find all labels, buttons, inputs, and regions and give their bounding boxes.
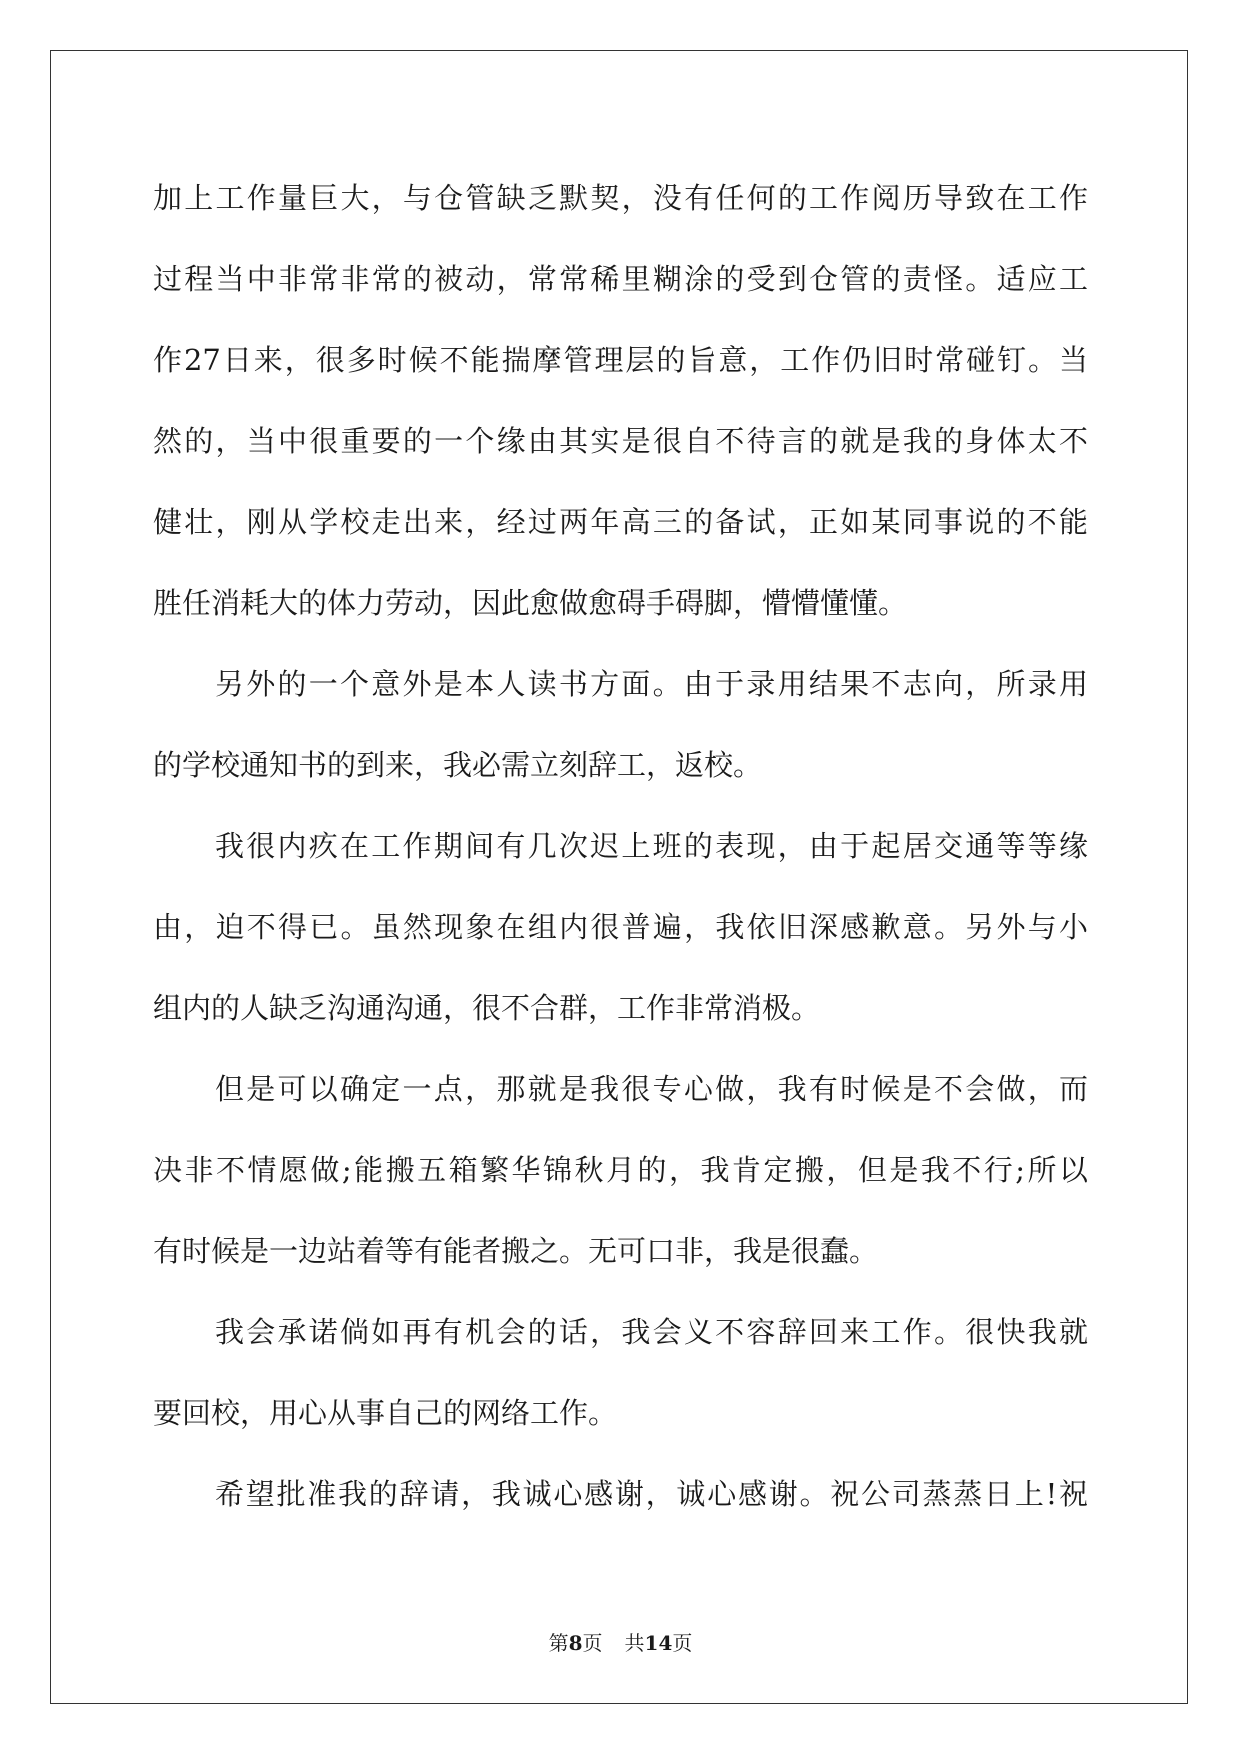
page-footer (0, 1627, 1241, 1656)
text-line: 决非不情愿做;能搬五箱繁华锦秋月的，我肯定搬，但是我不行;所以 (153, 1153, 1088, 1187)
text-line: 健壮，刚从学校走出来，经过两年高三的备试，正如某同事说的不能 (153, 505, 1088, 539)
text-line: 加上工作量巨大，与仓管缺乏默契，没有任何的工作阅历导致在工作 (153, 181, 1088, 215)
text-line: 但是可以确定一点，那就是我很专心做，我有时候是不会做，而 (215, 1072, 1088, 1106)
page-number: 8 (568, 1631, 583, 1655)
text-line: 作27日来，很多时候不能揣摩管理层的旨意，工作仍旧时常碰钉。当 (153, 343, 1088, 377)
text-line: 过程当中非常非常的被动，常常稀里糊涂的受到仓管的责怪。适应工 (153, 262, 1088, 296)
text-line: 我会承诺倘如再有机会的话，我会义不容辞回来工作。很快我就 (215, 1315, 1088, 1349)
text-line: 组内的人缺乏沟通沟通，很不合群，工作非常消极。 (153, 991, 821, 1025)
text-line: 要回校，用心从事自己的网络工作。 (153, 1396, 618, 1430)
text-line: 另外的一个意外是本人读书方面。由于录用结果不志向，所录用 (215, 667, 1088, 701)
footer-total-suffix: 页 (672, 1631, 693, 1655)
footer-page-suffix: 页 (582, 1631, 603, 1655)
total-pages: 14 (644, 1631, 673, 1655)
text-line: 的学校通知书的到来，我必需立刻辞工，返校。 (153, 748, 763, 782)
text-line: 我很内疚在工作期间有几次迟上班的表现，由于起居交通等等缘 (215, 829, 1088, 863)
footer-prefix: 第 (548, 1631, 569, 1655)
text-line: 胜任消耗大的体力劳动，因此愈做愈碍手碍脚，懵懵懂懂。 (153, 586, 908, 620)
text-line: 希望批准我的辞请，我诚心感谢，诚心感谢。祝公司蒸蒸日上!祝 (215, 1477, 1088, 1511)
text-line: 有时候是一边站着等有能者搬之。无可口非，我是很蠢。 (153, 1234, 879, 1268)
footer-total-prefix: 共 (624, 1631, 645, 1655)
text-line: 由，迫不得已。虽然现象在组内很普遍，我依旧深感歉意。另外与小 (153, 910, 1088, 944)
document-body (153, 158, 1088, 1535)
text-line: 然的，当中很重要的一个缘由其实是很自不待言的就是我的身体太不 (153, 424, 1088, 458)
